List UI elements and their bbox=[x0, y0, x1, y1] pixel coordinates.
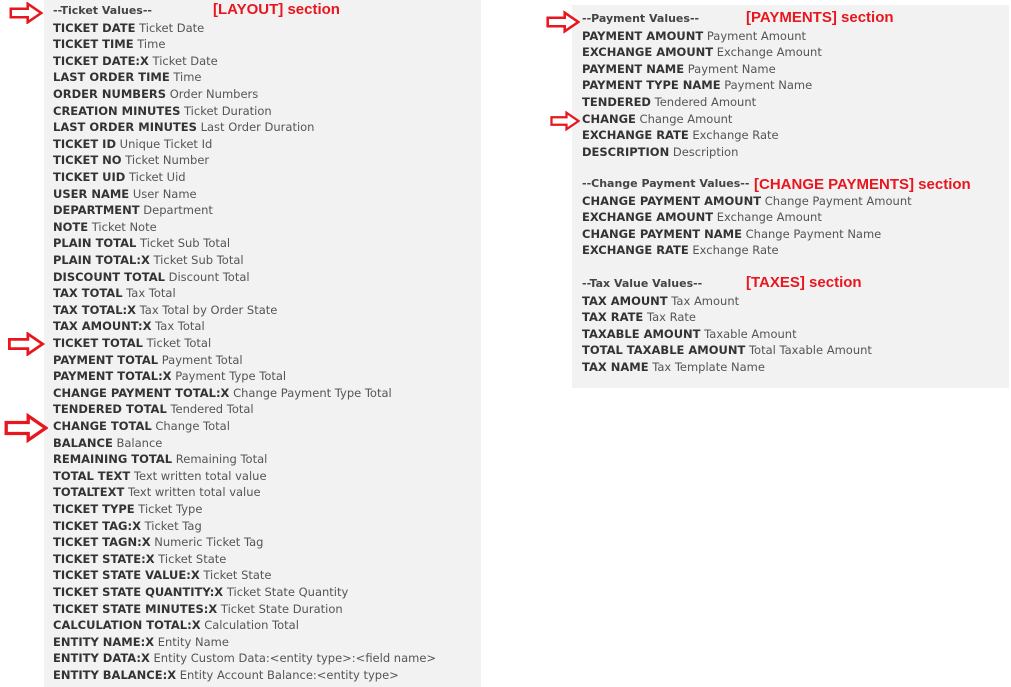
field-key: PAYMENT TYPE NAME bbox=[582, 78, 721, 93]
layout-row bbox=[53, 418, 230, 434]
payments-header: --Payment Values-- bbox=[582, 12, 700, 25]
field-description: Payment Name bbox=[684, 61, 776, 76]
field-key: TICKET UID bbox=[53, 170, 126, 184]
field-description: Tax Amount bbox=[667, 293, 740, 308]
field-key: TICKET DATE bbox=[53, 20, 136, 35]
field-description: Tax Rate bbox=[643, 310, 696, 325]
payments-row bbox=[582, 61, 776, 77]
field-description: Payment Amount bbox=[703, 28, 807, 43]
payments-row bbox=[582, 111, 732, 127]
taxes-row bbox=[582, 359, 765, 375]
layout-row bbox=[53, 634, 229, 650]
field-description: Tax Total bbox=[122, 286, 176, 301]
layout-row bbox=[53, 20, 204, 36]
field-description: Change Amount bbox=[635, 111, 733, 126]
layout-row bbox=[53, 302, 277, 318]
taxes-header: --Tax Value Values-- bbox=[582, 277, 703, 290]
layout-row bbox=[53, 269, 250, 285]
layout-row bbox=[53, 401, 254, 417]
layout-row bbox=[53, 617, 299, 633]
field-key: PLAIN TOTAL:X bbox=[53, 253, 150, 267]
field-description: Tax Template Name bbox=[648, 360, 765, 374]
field-key: CALCULATION TOTAL:X bbox=[53, 618, 201, 633]
change_payments-row bbox=[582, 193, 912, 209]
field-description: Payment Type Total bbox=[171, 369, 287, 384]
layout-row bbox=[53, 152, 209, 168]
field-description: Ticket State Duration bbox=[217, 601, 343, 616]
layout-row bbox=[53, 186, 197, 202]
field-description: Ticket State bbox=[199, 568, 272, 583]
field-key: CHANGE PAYMENT NAME bbox=[582, 226, 742, 241]
field-description: Balance bbox=[112, 435, 163, 450]
field-description: Last Order Duration bbox=[196, 120, 315, 135]
payments-row bbox=[582, 94, 756, 110]
field-key: TICKET TOTAL bbox=[53, 336, 143, 350]
layout-row bbox=[53, 86, 258, 102]
field-description: Order Numbers bbox=[166, 87, 259, 101]
layout-row bbox=[53, 169, 186, 185]
field-key: PAYMENT TOTAL bbox=[53, 352, 159, 367]
field-key: EXCHANGE RATE bbox=[582, 128, 689, 143]
field-description: User Name bbox=[129, 186, 197, 201]
layout-row bbox=[53, 484, 261, 500]
layout-row bbox=[53, 335, 211, 351]
field-key: PAYMENT TOTAL:X bbox=[53, 369, 172, 384]
layout-row bbox=[53, 53, 218, 69]
field-description: Ticket Date bbox=[148, 53, 218, 68]
field-description: Ticket Uid bbox=[125, 170, 186, 184]
field-key: ENTITY DATA:X bbox=[53, 651, 150, 666]
taxes-section-label: [TAXES] section bbox=[746, 274, 862, 291]
layout-row bbox=[53, 69, 202, 85]
field-key: PAYMENT AMOUNT bbox=[582, 28, 704, 43]
field-key: TICKET ID bbox=[53, 136, 117, 151]
field-key: TICKET TAGN:X bbox=[53, 535, 151, 550]
taxes-row bbox=[582, 342, 872, 358]
field-description: Ticket Total bbox=[142, 336, 212, 350]
layout-row bbox=[53, 518, 202, 534]
change_payments-section-label: [CHANGE PAYMENTS] section bbox=[754, 176, 971, 193]
layout-row bbox=[53, 36, 165, 52]
field-description: Calculation Total bbox=[200, 618, 299, 633]
field-key: LAST ORDER MINUTES bbox=[53, 120, 197, 135]
field-key: TICKET TYPE bbox=[53, 502, 135, 516]
field-description: Unique Ticket Id bbox=[116, 136, 213, 151]
layout-row bbox=[53, 501, 202, 517]
right-arrow-icon bbox=[4, 2, 48, 24]
taxes-row bbox=[582, 309, 696, 325]
field-key: USER NAME bbox=[53, 186, 130, 201]
field-description: Ticket Number bbox=[121, 153, 210, 168]
field-description: Ticket Sub Total bbox=[149, 253, 244, 267]
field-key: TICKET TAG:X bbox=[53, 518, 141, 533]
field-key: TOTAL TAXABLE AMOUNT bbox=[582, 343, 746, 358]
field-description: Ticket Sub Total bbox=[136, 236, 231, 251]
field-description: Exchange Amount bbox=[713, 45, 822, 60]
layout-row bbox=[53, 584, 348, 600]
field-description: Exchange Rate bbox=[688, 128, 779, 143]
field-key: TAX AMOUNT bbox=[582, 293, 668, 308]
field-description: Exchange Amount bbox=[713, 210, 822, 225]
field-key: TICKET STATE QUANTITY:X bbox=[53, 585, 224, 599]
change_payments-row bbox=[582, 209, 822, 225]
field-description: Ticket State Quantity bbox=[223, 585, 349, 599]
field-description: Ticket Date bbox=[135, 20, 205, 35]
field-key: ENTITY NAME:X bbox=[53, 634, 155, 649]
change_payments-row bbox=[582, 226, 881, 242]
field-key: LAST ORDER TIME bbox=[53, 70, 170, 85]
field-description: Change Total bbox=[151, 419, 230, 433]
field-description: Ticket Type bbox=[134, 502, 203, 516]
layout-header: --Ticket Values-- bbox=[53, 4, 152, 17]
field-description: Tax Total bbox=[151, 319, 205, 334]
field-description: Discount Total bbox=[164, 269, 250, 284]
field-description: Entity Account Balance:<entity type> bbox=[176, 668, 399, 682]
field-key: CHANGE TOTAL bbox=[53, 419, 152, 433]
field-description: Time bbox=[169, 70, 202, 85]
layout-row bbox=[53, 119, 314, 135]
field-key: CHANGE PAYMENT AMOUNT bbox=[582, 193, 762, 208]
layout-row bbox=[53, 601, 343, 617]
layout-row bbox=[53, 468, 267, 484]
field-description: Change Payment Type Total bbox=[229, 385, 392, 400]
layout-row bbox=[53, 435, 162, 451]
field-description: Numeric Ticket Tag bbox=[150, 535, 264, 550]
payments-row bbox=[582, 144, 738, 160]
layout-row bbox=[53, 352, 243, 368]
field-description: Exchange Rate bbox=[688, 243, 779, 258]
field-description: Ticket State bbox=[154, 551, 227, 566]
field-description: Remaining Total bbox=[172, 452, 268, 467]
field-key: REMAINING TOTAL bbox=[53, 452, 173, 467]
field-key: TICKET STATE VALUE:X bbox=[53, 568, 200, 583]
layout-row bbox=[53, 368, 286, 384]
field-key: TAX AMOUNT:X bbox=[53, 319, 152, 334]
change_payments-row bbox=[582, 242, 779, 258]
field-description: Description bbox=[669, 144, 739, 159]
field-description: Payment Total bbox=[158, 352, 243, 367]
field-key: TOTALTEXT bbox=[53, 485, 125, 500]
layout-row bbox=[53, 219, 157, 235]
field-key: TICKET DATE:X bbox=[53, 53, 149, 68]
layout-row bbox=[53, 551, 226, 567]
field-key: TAX RATE bbox=[582, 310, 644, 325]
field-key: TICKET STATE MINUTES:X bbox=[53, 601, 218, 616]
field-description: Text written total value bbox=[124, 485, 261, 500]
field-key: NOTE bbox=[53, 219, 89, 234]
right-arrow-icon bbox=[546, 10, 580, 34]
layout-row bbox=[53, 650, 436, 666]
layout-row bbox=[53, 136, 212, 152]
field-description: Entity Name bbox=[154, 634, 229, 649]
field-description: Change Payment Name bbox=[741, 226, 882, 241]
field-key: TICKET NO bbox=[53, 153, 122, 168]
layout-row bbox=[53, 567, 272, 583]
field-key: TAXABLE AMOUNT bbox=[582, 326, 701, 341]
payments-row bbox=[582, 127, 779, 143]
field-description: Time bbox=[133, 37, 166, 52]
field-key: TICKET TIME bbox=[53, 37, 134, 52]
field-description: Department bbox=[139, 203, 213, 218]
change_payments-header: --Change Payment Values-- bbox=[582, 177, 750, 190]
layout-row bbox=[53, 285, 176, 301]
field-key: DEPARTMENT bbox=[53, 203, 140, 218]
field-key: EXCHANGE AMOUNT bbox=[582, 45, 714, 60]
right-arrow-icon bbox=[4, 332, 48, 356]
layout-row bbox=[53, 318, 205, 334]
field-key: BALANCE bbox=[53, 435, 113, 450]
layout-row bbox=[53, 667, 399, 683]
field-description: Text written total value bbox=[130, 468, 267, 483]
taxes-row bbox=[582, 293, 739, 309]
payments-row bbox=[582, 77, 812, 93]
field-description: Ticket Duration bbox=[180, 103, 272, 118]
field-key: TICKET STATE:X bbox=[53, 551, 155, 566]
field-key: PAYMENT NAME bbox=[582, 61, 685, 76]
field-key: TAX TOTAL:X bbox=[53, 302, 136, 317]
field-description: Ticket Tag bbox=[140, 518, 202, 533]
layout-row bbox=[53, 451, 267, 467]
field-description: Change Payment Amount bbox=[761, 193, 912, 208]
payments-row bbox=[582, 28, 806, 44]
taxes-row bbox=[582, 326, 797, 342]
field-key: TENDERED TOTAL bbox=[53, 402, 167, 417]
field-description: Entity Custom Data:<entity type>:<field name> bbox=[149, 651, 437, 666]
layout-row bbox=[53, 252, 244, 268]
field-description: Tax Total by Order State bbox=[136, 302, 278, 317]
field-description: Taxable Amount bbox=[700, 326, 797, 341]
field-key: CHANGE bbox=[582, 111, 636, 126]
layout-row bbox=[53, 534, 263, 550]
layout-row bbox=[53, 103, 272, 119]
field-key: TOTAL TEXT bbox=[53, 468, 131, 483]
field-description: Ticket Note bbox=[88, 219, 157, 234]
field-key: EXCHANGE RATE bbox=[582, 243, 689, 258]
payments-section-label: [PAYMENTS] section bbox=[746, 9, 894, 26]
field-description: Tendered Amount bbox=[650, 95, 757, 109]
field-description: Payment Name bbox=[720, 78, 813, 93]
field-key: DISCOUNT TOTAL bbox=[53, 269, 165, 284]
right-arrow-icon bbox=[550, 108, 580, 134]
layout-row bbox=[53, 202, 213, 218]
field-description: Total Taxable Amount bbox=[745, 343, 872, 358]
field-key: TAX NAME bbox=[582, 360, 649, 374]
right-arrow-icon bbox=[4, 413, 48, 443]
layout-section-label: [LAYOUT] section bbox=[213, 1, 340, 18]
field-key: PLAIN TOTAL bbox=[53, 236, 137, 251]
field-key: CHANGE PAYMENT TOTAL:X bbox=[53, 385, 230, 400]
field-key: ENTITY BALANCE:X bbox=[53, 668, 177, 682]
field-key: TAX TOTAL bbox=[53, 286, 123, 301]
field-key: EXCHANGE AMOUNT bbox=[582, 210, 714, 225]
layout-row bbox=[53, 385, 392, 401]
field-key: CREATION MINUTES bbox=[53, 103, 181, 118]
layout-row bbox=[53, 235, 230, 251]
payments-row bbox=[582, 44, 822, 60]
field-description: Tendered Total bbox=[166, 402, 254, 417]
field-key: TENDERED bbox=[582, 95, 651, 109]
field-key: ORDER NUMBERS bbox=[53, 87, 167, 101]
field-key: DESCRIPTION bbox=[582, 144, 670, 159]
